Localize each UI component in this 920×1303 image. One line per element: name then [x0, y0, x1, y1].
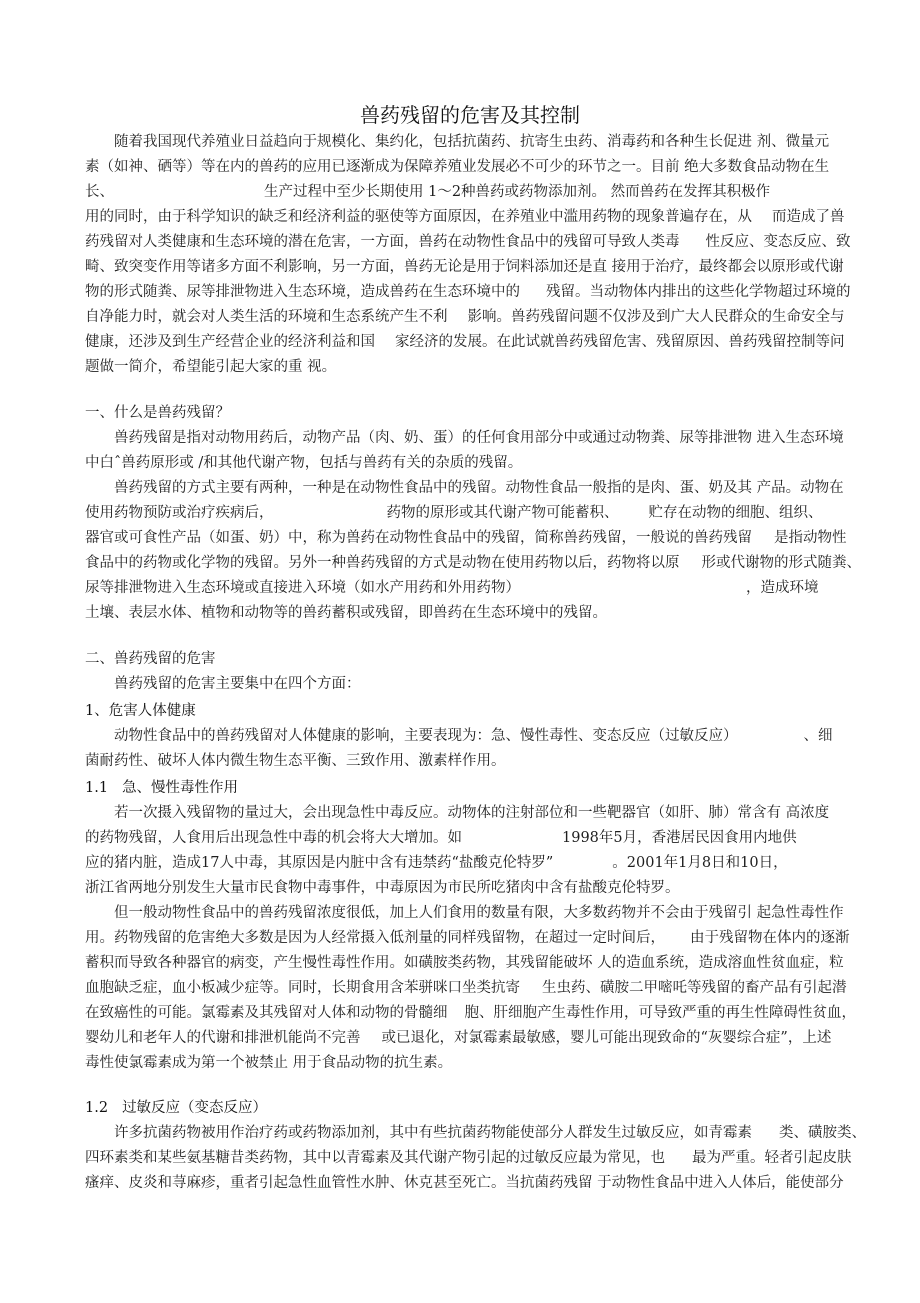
- text-line: [85, 526, 855, 551]
- text-segment: 应的猪内脏，造成17人中毒，其原因是内脏中含有违禁药“盐酸克伦特罗”: [85, 855, 554, 871]
- paragraph: [85, 426, 855, 476]
- text-segment: 用的同时，由于科学知识的缺乏和经济利益的驱使等方面原因，在养殖业中滥用药物的现象普遍存在，从: [85, 209, 752, 225]
- text-line: [85, 601, 855, 626]
- text-segment: 。2001年1月8日和10日，: [612, 855, 788, 871]
- paragraph: [85, 801, 855, 901]
- text-segment: 土壤、表层水体、植物和动物等的兽药蓄积或残留，即兽药在生态环境中的残留。: [85, 605, 607, 621]
- text-segment: 自净能力时，就会对人类生活的环境和生态系统产生不利: [85, 309, 448, 325]
- text-line: [85, 776, 855, 801]
- paragraph: [85, 672, 855, 697]
- section-heading: [85, 647, 855, 672]
- text-segment: 畸、致突变作用等诸多方面不利影响，另一方面，兽药无论是用于饲料添加还是直 接用于治疗，最终都会以原形或代谢: [85, 259, 844, 275]
- subsection-heading: [85, 699, 855, 724]
- text-line: [85, 1096, 855, 1121]
- text-line: [85, 401, 855, 426]
- text-line: [85, 280, 855, 305]
- text-line: [85, 672, 855, 697]
- text-segment: 长、: [85, 184, 114, 200]
- text-line: [85, 724, 855, 749]
- text-segment: 蓄积而导致各种器官的病变，产生慢性毒性作用。如磺胺类药物，其残留能破坏 人的造血系统，造成溶血性贫血症，粒: [85, 955, 844, 971]
- subsection-heading: [85, 776, 855, 801]
- text-line: [85, 951, 855, 976]
- text-segment: 家经济的发展。在此试就兽药残留危害、残留原因、兽药残留控制等问: [395, 334, 845, 350]
- text-segment: 中白ˆ兽药原形或 /和其他代谢产物，包括与兽药有关的杂质的残留。: [85, 455, 523, 471]
- text-segment: 食品中的药物或化学物的残留。另外一种兽药残留的方式是动物在使用药物以后，药物将以原: [85, 555, 680, 571]
- text-segment: 生虫药、磺胺二甲嘧吒等残留的畜产品有引起潜: [542, 980, 847, 996]
- paragraph: [85, 724, 855, 774]
- text-line: [85, 130, 855, 155]
- text-segment: ，造成环境: [746, 580, 819, 596]
- paragraph: [85, 130, 855, 380]
- text-segment: 毒性使氯霉素成为第一个被禁止 用于食品动物的抗生素。: [85, 1055, 453, 1071]
- text-segment: 若一次摄入残留物的量过大，会出现急性中毒反应。动物体的注射部位和一些靶器官（如肝、肺）常含有 高浓度: [114, 805, 830, 821]
- text-segment: 、细: [803, 728, 833, 744]
- text-line: [85, 826, 855, 851]
- text-segment: 血胞缺乏症，血小板减少症等。同时，长期食用含苯骈咪口坐类抗寄: [85, 980, 520, 996]
- text-line: [85, 155, 855, 180]
- text-line: [85, 205, 855, 230]
- text-line: [85, 230, 855, 255]
- text-segment: 随着我国现代养殖业日益趋向于规模化、集约化，包括抗菌药、抗寄生虫药、消毒药和各种生长促进 剂、微量元: [114, 134, 830, 150]
- text-segment: 兽药残留的方式主要有两种，一种是在动物性食品中的残留。动物性食品一般指的是肉、蛋、奶及其 产品。动物在: [114, 480, 844, 496]
- text-segment: 婴幼儿和老年人的代谢和排泄机能尚不完善: [85, 1030, 361, 1046]
- text-segment: 兽药残留的危害及其控制: [360, 103, 580, 127]
- text-line: [85, 926, 855, 951]
- paragraph: [85, 1121, 866, 1196]
- text-segment: 瘙痒、皮炎和荨麻疹，重者引起急性血管性水肿、休克甚至死亡。当抗菌药残留 于动物性食品中进入人体后，能使部分: [85, 1175, 844, 1191]
- text-line: [85, 976, 855, 1001]
- text-segment: 但一般动物性食品中的兽药残留浓度很低，加上人们食用的数量有限，大多数药物并不会由于残留引 起急性毒性作: [114, 905, 844, 921]
- paragraph: [85, 476, 861, 626]
- text-segment: 兽药残留是指对动物用药后，动物产品（肉、奶、蛋）的任何食用部分中或通过动物粪、尿等排泄物 进入生态环境: [114, 430, 844, 446]
- text-segment: 胞、肝细胞产生毒性作用，可导致严重的再生性障碍性贫血，: [464, 1005, 856, 1021]
- text-line: [85, 851, 855, 876]
- text-segment: 1、危害人体健康: [85, 703, 196, 719]
- text-line: [85, 1001, 855, 1026]
- text-segment: 动物性食品中的兽药残留对人体健康的影响，主要表现为：急、慢性毒性、变态反应（过敏反应）: [114, 728, 738, 744]
- text-segment: 形或代谢物的形式随粪、: [701, 555, 861, 571]
- text-line: [85, 1146, 855, 1171]
- text-segment: 尿等排泄物进入生态环境或直接进入环境（如水产用药和外用药物）: [85, 580, 520, 596]
- text-segment: 在致癌性的可能。氯霉素及其残留对人体和动物的骨髓细: [85, 1005, 448, 1021]
- text-line: [85, 305, 855, 330]
- text-segment: 健康，还涉及到生产经营企业的经济利益和国: [85, 334, 375, 350]
- text-line: [85, 426, 855, 451]
- text-segment: 药物的原形或其代谢产物可能蓄积、: [386, 505, 619, 521]
- text-line: [85, 330, 855, 355]
- text-segment: 器官或可食性产品（如蛋、奶）中，称为兽药在动物性食品中的残留，简称兽药残留，一般说的兽药残留: [85, 530, 752, 546]
- text-segment: 四环素类和某些氨基糖昔类药物，其中以青霉素及其代谢产物引起的过敏反应最为常见，也: [85, 1150, 665, 1166]
- text-segment: 最为严重。轻者引起皮肤: [692, 1150, 852, 1166]
- text-segment: 1.2: [85, 1100, 109, 1116]
- text-line: [85, 476, 855, 501]
- text-segment: 生产过程中至少长期使用 1～2种兽药或药物添加剂。 然而兽药在发挥其积极作: [264, 184, 771, 200]
- text-line: [85, 355, 855, 380]
- text-line: [85, 749, 855, 774]
- document-title: [85, 100, 855, 130]
- text-line: [85, 255, 855, 280]
- text-segment: 药残留对人类健康和生态环境的潜在危害，一方面，兽药在动物性食品中的残留可导致人类毒: [85, 234, 680, 250]
- text-segment: 性反应、变态反应、致: [705, 234, 851, 250]
- text-segment: 兽药残留的危害主要集中在四个方面：: [114, 676, 361, 692]
- text-segment: 贮存在动物的细胞、组织、: [648, 505, 823, 521]
- text-segment: 的药物残留，人食用后出现急性中毒的机会将大大增加。如: [85, 830, 462, 846]
- text-segment: 1.1: [85, 780, 109, 796]
- text-line: [85, 801, 855, 826]
- text-segment: 残留。当动物体内排出的这些化学物超过环境的: [546, 284, 851, 300]
- text-line: [85, 451, 855, 476]
- text-line: [85, 901, 855, 926]
- text-line: [85, 180, 855, 205]
- paragraph: [85, 901, 855, 1076]
- text-segment: 或已退化，对氯霉素最敏感，婴儿可能出现致命的“灰婴综合症”，上述: [381, 1030, 832, 1046]
- text-segment: 素（如神、硒等）等在内的兽药的应用已逐渐成为保障养殖业发展必不可少的环节之一。目前 绝大多数食品动物在生: [85, 159, 830, 175]
- text-line: [85, 1026, 855, 1051]
- text-line: [85, 100, 855, 130]
- text-segment: 二、兽药残留的危害: [85, 651, 216, 667]
- text-segment: 题做一简介，希望能引起大家的重 视。: [85, 359, 337, 375]
- text-segment: 类、磺胺类、: [779, 1125, 866, 1141]
- text-segment: 影响。兽药残留问题不仅涉及到广大人民群众的生命安全与: [467, 309, 845, 325]
- text-line: [85, 1121, 866, 1146]
- text-line: [85, 1051, 855, 1076]
- section-heading: [85, 401, 855, 426]
- text-line: [85, 576, 855, 601]
- text-line: [85, 501, 855, 526]
- text-line: [85, 647, 855, 672]
- text-line: [85, 699, 855, 724]
- text-segment: 1998年5月，香港居民因食用内地供: [562, 830, 797, 846]
- text-segment: 菌耐药性、破坏人体内微生物生态平衡、三致作用、激素样作用。: [85, 753, 506, 769]
- text-segment: 物的形式随粪、尿等排泄物进入生态环境，造成兽药在生态环境中的: [85, 284, 520, 300]
- text-segment: 而造成了兽: [772, 209, 845, 225]
- text-segment: 使用药物预防或治疗疾病后，: [85, 505, 274, 521]
- subsection-heading: [85, 1096, 855, 1121]
- document-body: [85, 100, 866, 1196]
- text-segment: 一、什么是兽药残留？: [85, 405, 230, 421]
- text-segment: 许多抗菌药物被用作治疗药或药物添加剂，其中有些抗菌药物能使部分人群发生过敏反应，如青霉素: [114, 1125, 752, 1141]
- text-segment: 急、慢性毒性作用: [122, 780, 239, 796]
- text-segment: 由于残留物在体内的逐渐: [690, 930, 850, 946]
- text-segment: 过敏反应（变态反应）: [122, 1100, 268, 1116]
- text-segment: 是指动物性: [774, 530, 847, 546]
- text-segment: 用。药物残留的危害绝大多数是因为人经常摄入低剂量的同样残留物，在超过一定时间后，: [85, 930, 665, 946]
- text-line: [85, 551, 861, 576]
- text-line: [85, 876, 855, 901]
- text-segment: 浙江省两地分别发生大量市民食物中毒事件，中毒原因为市民所吃猪肉中含有盐酸克伦特罗。: [85, 880, 680, 896]
- text-line: [85, 1171, 855, 1196]
